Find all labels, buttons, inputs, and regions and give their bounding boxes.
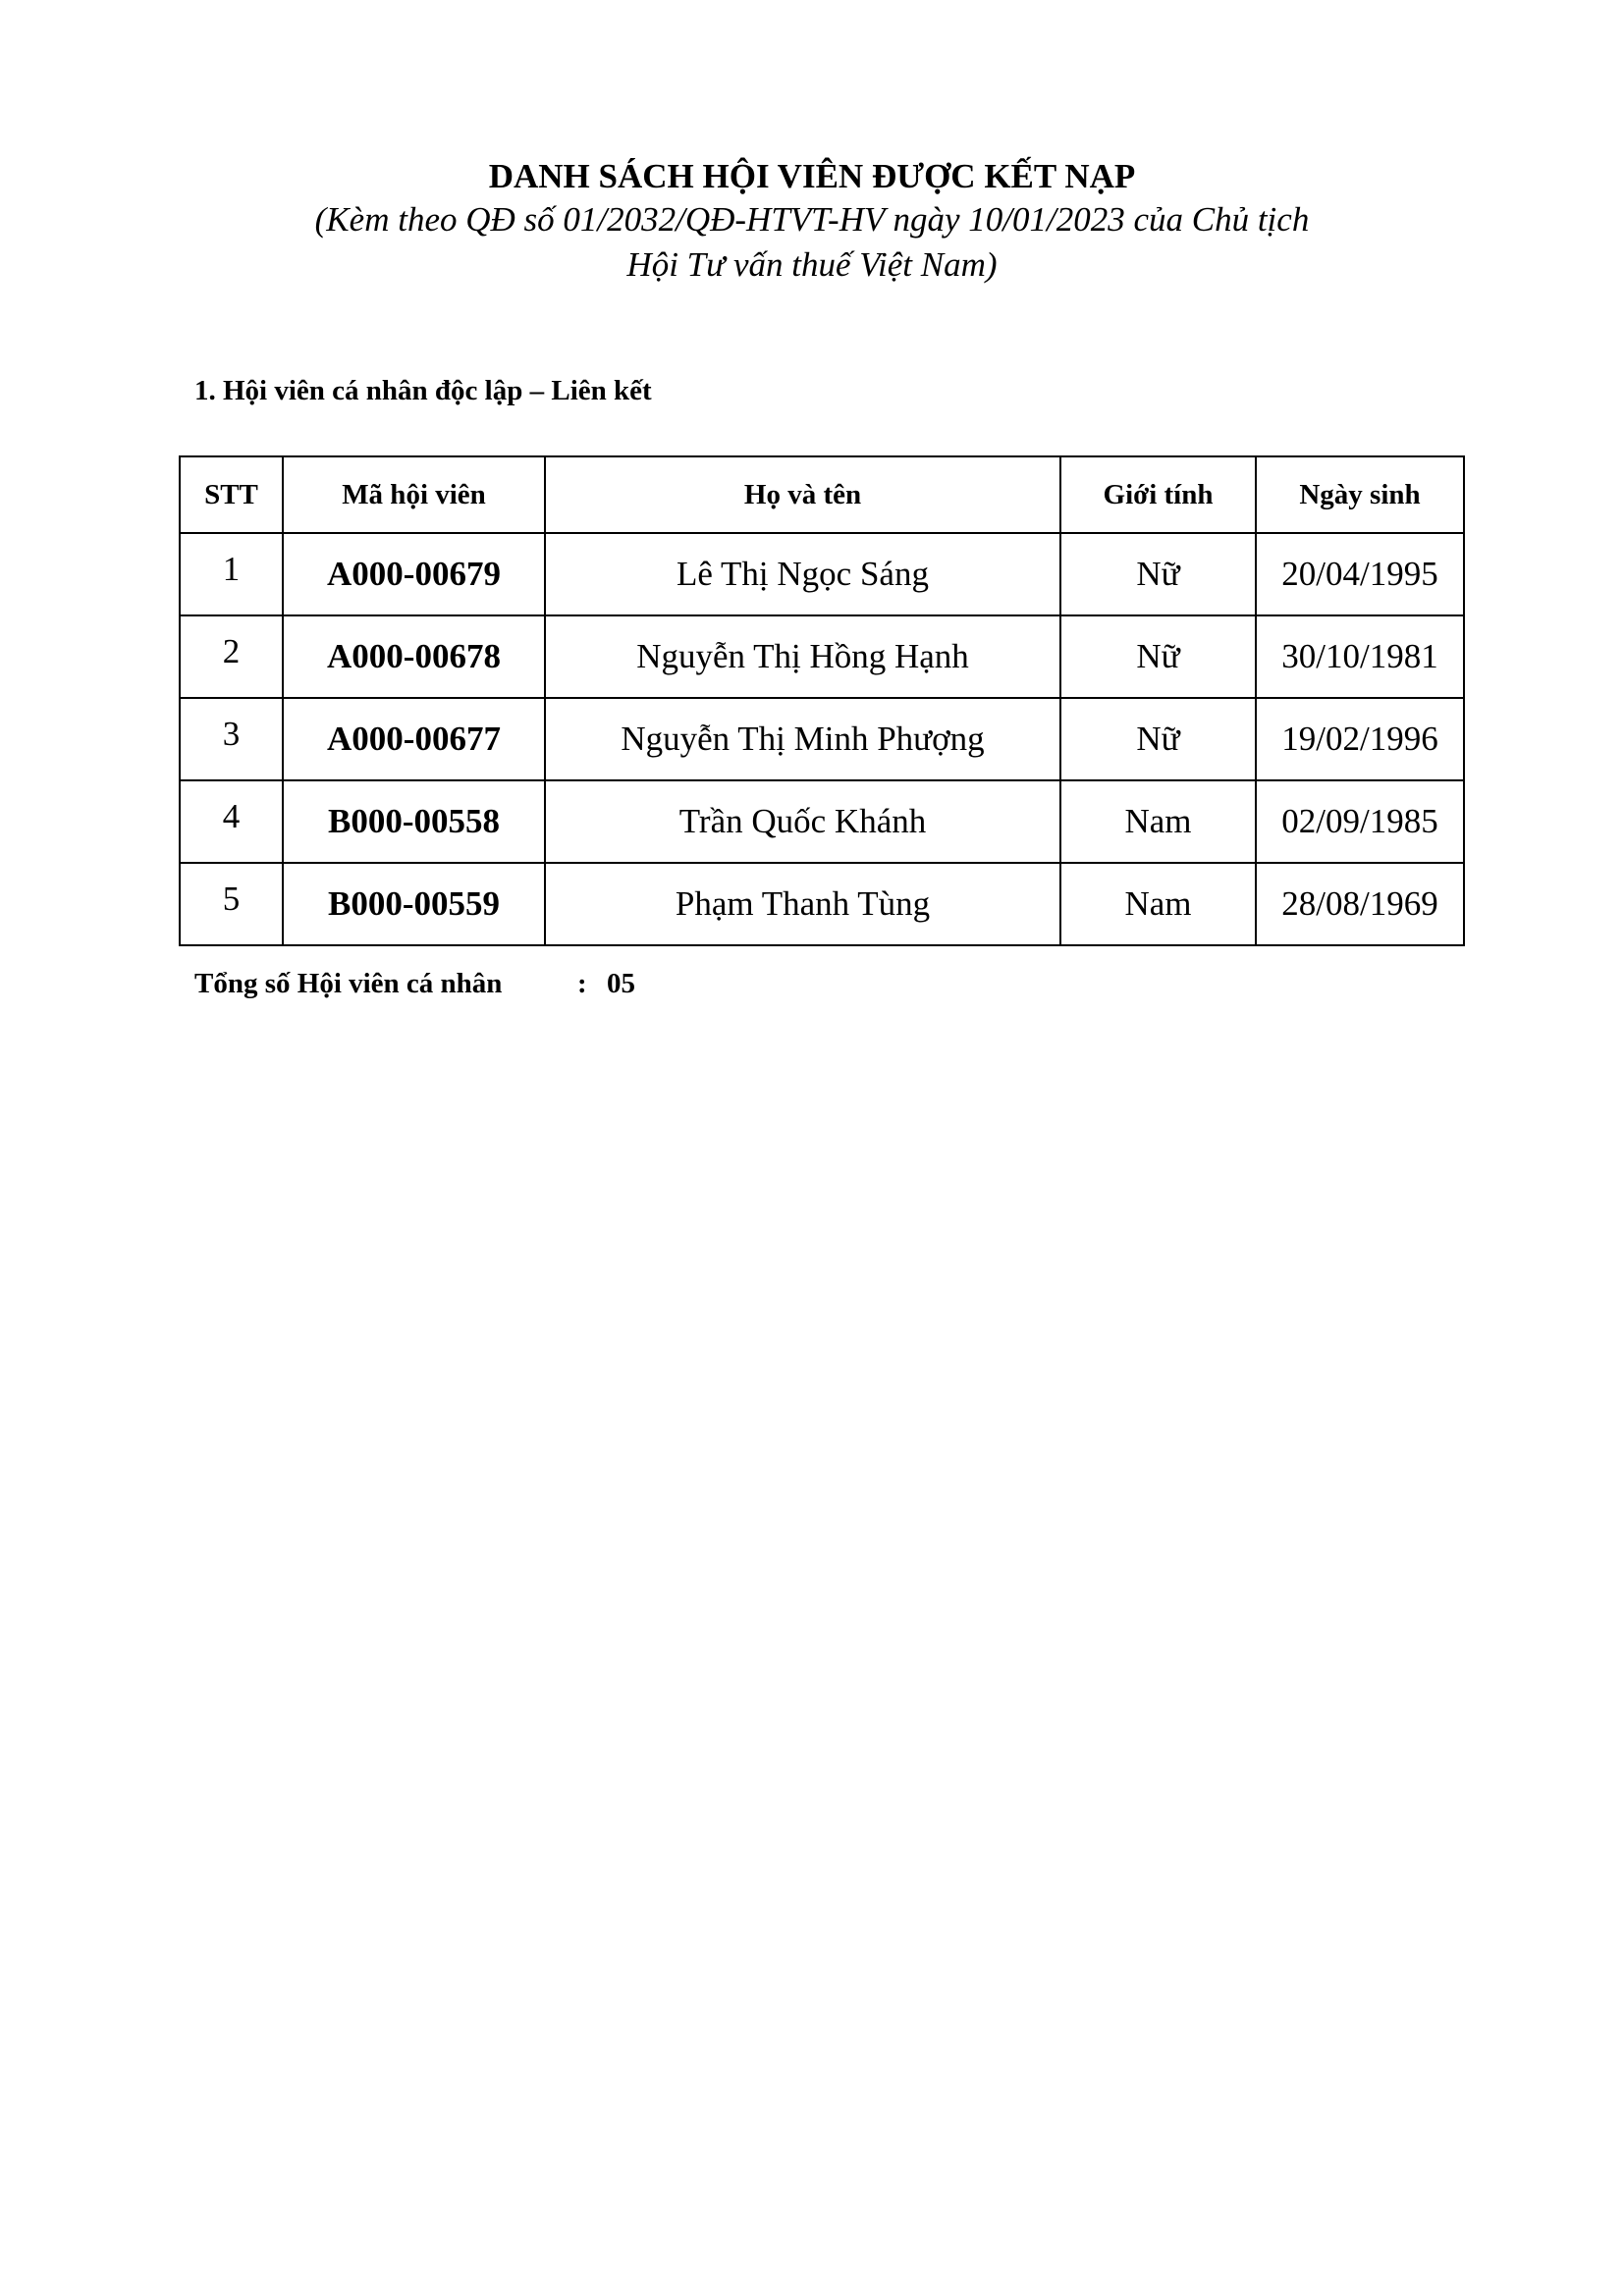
header-date-of-birth: Ngày sinh [1256, 456, 1464, 533]
cell-full-name: Trần Quốc Khánh [545, 780, 1060, 863]
cell-full-name: Nguyễn Thị Minh Phượng [545, 698, 1060, 780]
cell-full-name: Phạm Thanh Tùng [545, 863, 1060, 945]
cell-member-code: A000-00678 [283, 615, 545, 698]
table-row [180, 863, 1464, 945]
header-member-code: Mã hội viên [283, 456, 545, 533]
cell-gender: Nữ [1060, 615, 1256, 698]
members-table [179, 455, 1465, 946]
cell-gender: Nam [1060, 780, 1256, 863]
table-header-row [180, 456, 1464, 533]
subtitle-line-2: Hội Tư vấn thuế Việt Nam) [626, 245, 998, 284]
cell-stt: 5 [180, 863, 283, 945]
cell-stt: 1 [180, 533, 283, 615]
document-subtitle [0, 197, 1624, 288]
cell-member-code: B000-00559 [283, 863, 545, 945]
header-full-name: Họ và tên [545, 456, 1060, 533]
cell-date-of-birth: 20/04/1995 [1256, 533, 1464, 615]
cell-member-code: B000-00558 [283, 780, 545, 863]
table-row [180, 780, 1464, 863]
cell-gender: Nữ [1060, 533, 1256, 615]
total-members-line [194, 964, 635, 1003]
cell-stt: 3 [180, 698, 283, 780]
cell-gender: Nữ [1060, 698, 1256, 780]
cell-member-code: A000-00679 [283, 533, 545, 615]
cell-full-name: Nguyễn Thị Hồng Hạnh [545, 615, 1060, 698]
section-heading: 1. Hội viên cá nhân độc lập – Liên kết [194, 375, 652, 406]
cell-date-of-birth: 19/02/1996 [1256, 698, 1464, 780]
cell-date-of-birth: 30/10/1981 [1256, 615, 1464, 698]
total-colon: : [577, 968, 587, 999]
table-row [180, 615, 1464, 698]
document-title: DANH SÁCH HỘI VIÊN ĐƯỢC KẾT NẠP [488, 157, 1136, 195]
total-value: 05 [607, 968, 635, 999]
subtitle-line-1: (Kèm theo QĐ số 01/2032/QĐ-HTVT-HV ngày 10/01/2023 của Chủ tịch [314, 200, 1310, 239]
header-gender: Giới tính [1060, 456, 1256, 533]
header-stt: STT [180, 456, 283, 533]
cell-full-name: Lê Thị Ngọc Sáng [545, 533, 1060, 615]
cell-date-of-birth: 02/09/1985 [1256, 780, 1464, 863]
cell-stt: 2 [180, 615, 283, 698]
cell-date-of-birth: 28/08/1969 [1256, 863, 1464, 945]
cell-stt: 4 [180, 780, 283, 863]
table-row [180, 698, 1464, 780]
cell-gender: Nam [1060, 863, 1256, 945]
cell-member-code: A000-00677 [283, 698, 545, 780]
table-row [180, 533, 1464, 615]
total-label: Tổng số Hội viên cá nhân [194, 968, 503, 999]
